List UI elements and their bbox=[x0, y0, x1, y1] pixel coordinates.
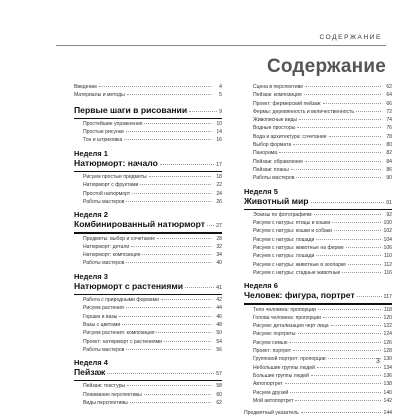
section-title: Натюрморт: начало bbox=[74, 157, 158, 168]
toc-entry bbox=[244, 340, 392, 348]
toc-entry-label: Вода и архитектура: сочетание bbox=[253, 133, 327, 140]
dot-leader bbox=[122, 324, 211, 325]
toc-entry-page: 50 bbox=[216, 330, 222, 337]
toc-entry-page: 142 bbox=[383, 397, 392, 404]
toc-section bbox=[74, 105, 222, 146]
toc-entry-page: 18 bbox=[216, 174, 222, 181]
dot-leader bbox=[126, 349, 211, 350]
toc-entry-label: Тело человека: пропорции bbox=[253, 306, 316, 313]
toc-entry-label: Натюрморт: детали bbox=[83, 243, 130, 250]
toc-entry-page: 44 bbox=[216, 305, 222, 312]
dot-leader bbox=[142, 254, 211, 255]
dot-leader bbox=[161, 299, 211, 300]
toc-entry-page: 92 bbox=[386, 211, 392, 218]
section-heading bbox=[74, 367, 222, 379]
toc-entry-page: 64 bbox=[386, 92, 392, 99]
section-title: Комбинированный натюрморт bbox=[74, 219, 206, 230]
dot-leader bbox=[207, 225, 214, 226]
dot-leader bbox=[311, 202, 385, 203]
toc-entry-page: 54 bbox=[216, 338, 222, 345]
toc-entry-label: Рисуем: детализация черт лица bbox=[253, 323, 329, 330]
toc-entry-label: Панорама bbox=[253, 150, 278, 157]
dot-leader bbox=[164, 341, 211, 342]
section-title: Животный мир bbox=[244, 195, 309, 206]
toc-entry-label: Небольшие группы людей bbox=[253, 364, 316, 371]
page-title: Содержание bbox=[266, 56, 386, 77]
dot-leader bbox=[348, 264, 381, 265]
toc-entry bbox=[244, 175, 392, 183]
dot-leader bbox=[107, 373, 214, 374]
toc-entry bbox=[244, 356, 392, 364]
toc-entry-label: Голова человека: пропорции bbox=[253, 314, 322, 321]
dot-leader bbox=[299, 119, 381, 120]
toc-entry-page: 84 bbox=[386, 158, 392, 165]
toc-entry-page: 66 bbox=[386, 100, 392, 107]
toc-entry bbox=[74, 121, 222, 129]
toc-entry bbox=[74, 339, 222, 347]
toc-entry-page: 78 bbox=[386, 133, 392, 140]
dot-leader bbox=[342, 272, 381, 273]
toc-entry-page: 116 bbox=[383, 269, 392, 276]
toc-entry-label: Рисуем: портреты bbox=[253, 331, 296, 338]
section-heading bbox=[74, 105, 222, 117]
dot-leader bbox=[131, 246, 211, 247]
toc-entry-page: 82 bbox=[386, 150, 392, 157]
toc-entry-page: 14 bbox=[216, 129, 222, 136]
toc-entry-label: Рисуем простые предметы bbox=[83, 174, 147, 181]
dot-leader bbox=[99, 86, 211, 87]
toc-entry-page: 124 bbox=[383, 331, 392, 338]
toc-entry-label: Предметы: выбор и сочетание bbox=[83, 235, 156, 242]
toc-entry-label: Рисуем с натуры: стадные животные bbox=[253, 269, 341, 276]
week-label: Неделя 4 bbox=[74, 358, 108, 368]
toc-entry-label: Проект: портрет bbox=[253, 348, 292, 355]
toc-entry-page: 140 bbox=[383, 389, 392, 396]
toc-entry-label: Рисуем с натуры: птицы и кошки bbox=[253, 220, 331, 227]
toc-entry-page: 122 bbox=[383, 323, 392, 330]
dot-leader bbox=[285, 383, 381, 384]
section-rule bbox=[74, 380, 222, 381]
toc-entry-label: Живописные виды bbox=[253, 117, 298, 124]
toc-entry-page: 48 bbox=[216, 321, 222, 328]
dot-leader bbox=[189, 111, 217, 112]
toc-entry-page: 104 bbox=[383, 236, 392, 243]
toc-entry bbox=[244, 270, 392, 278]
week-label: Неделя 3 bbox=[74, 271, 108, 281]
toc-entry-label: Тон и штриховка bbox=[83, 137, 123, 144]
dot-leader bbox=[298, 333, 381, 334]
toc-entry-page: 76 bbox=[386, 125, 392, 132]
toc-entry-label: Проект: фермерский пейзаж bbox=[253, 100, 321, 107]
toc-entry bbox=[244, 331, 392, 339]
dot-leader bbox=[301, 412, 381, 413]
toc-entry bbox=[244, 315, 392, 323]
dot-leader bbox=[311, 375, 381, 376]
section-page: 41 bbox=[216, 284, 222, 291]
toc-entry-page: 22 bbox=[216, 182, 222, 189]
dot-leader bbox=[126, 262, 211, 263]
toc-entry-label: Натюрморт с фруктами bbox=[83, 182, 139, 189]
dot-leader bbox=[156, 332, 211, 333]
toc-section bbox=[74, 150, 222, 207]
toc-entry bbox=[244, 92, 392, 100]
dot-leader bbox=[314, 214, 381, 215]
toc-entry bbox=[74, 383, 222, 391]
toc-entry-page: 134 bbox=[383, 364, 392, 371]
toc-entry-page: 40 bbox=[216, 260, 222, 267]
toc-entry bbox=[74, 174, 222, 182]
toc-entry bbox=[74, 260, 222, 268]
toc-entry-page: 118 bbox=[383, 306, 392, 313]
toc-entry bbox=[74, 305, 222, 313]
dot-leader bbox=[140, 184, 211, 185]
dot-leader bbox=[329, 136, 381, 137]
section-page: 17 bbox=[216, 161, 222, 168]
toc-entry-page: 32 bbox=[216, 243, 222, 250]
dot-leader bbox=[316, 239, 381, 240]
dot-leader bbox=[356, 111, 381, 112]
toc-entry bbox=[244, 159, 392, 167]
toc-entry-label: Пейзаж: планы bbox=[253, 166, 289, 173]
dot-leader bbox=[119, 316, 211, 317]
toc-entry-label: Предметный указатель bbox=[244, 410, 299, 417]
dot-leader bbox=[126, 307, 211, 308]
toc-entry bbox=[74, 252, 222, 260]
toc-entry bbox=[74, 314, 222, 322]
dot-leader bbox=[160, 164, 214, 165]
toc-section bbox=[244, 282, 392, 406]
toc-entry-page: 24 bbox=[216, 190, 222, 197]
toc-entry bbox=[74, 182, 222, 190]
toc-entry-label: Пейзаж: текстуры bbox=[83, 383, 126, 390]
toc-entry-label: Виды перспективы bbox=[83, 400, 128, 407]
dot-leader bbox=[126, 131, 211, 132]
toc-entry bbox=[244, 167, 392, 175]
toc-entry-page: 80 bbox=[386, 142, 392, 149]
toc-entry-page: 16 bbox=[216, 137, 222, 144]
dot-leader bbox=[296, 177, 381, 178]
toc-entry bbox=[74, 92, 222, 100]
toc-entry-page: 120 bbox=[383, 314, 392, 321]
dot-leader bbox=[293, 144, 381, 145]
toc-entry-page: 136 bbox=[383, 372, 392, 379]
toc-entry-page: 34 bbox=[216, 252, 222, 259]
toc-entry bbox=[74, 137, 222, 145]
toc-entry bbox=[244, 125, 392, 133]
toc-entry bbox=[244, 109, 392, 117]
toc-entry-label: Проект: натюрморт с растениями bbox=[83, 338, 162, 345]
book-page bbox=[56, 12, 412, 417]
dot-leader bbox=[144, 394, 211, 395]
toc-entry bbox=[74, 244, 222, 252]
toc-entry-page: 126 bbox=[383, 339, 392, 346]
toc-entry bbox=[244, 253, 392, 261]
toc-entry bbox=[244, 398, 392, 406]
toc-entry-label: Работа с природными формами bbox=[83, 297, 159, 304]
toc-entry-label: Работы мастеров bbox=[83, 260, 125, 267]
dot-leader bbox=[290, 392, 381, 393]
toc-entry-page: 138 bbox=[383, 381, 392, 388]
toc-entry-page: 100 bbox=[383, 220, 392, 227]
dot-leader bbox=[291, 169, 381, 170]
toc-entry-page: 102 bbox=[383, 228, 392, 235]
toc-entry bbox=[244, 365, 392, 373]
toc-entry-label: Водные просторы bbox=[253, 125, 296, 132]
dot-leader bbox=[127, 94, 211, 95]
dot-leader bbox=[289, 342, 381, 343]
toc-entry-page: 86 bbox=[386, 166, 392, 173]
dot-leader bbox=[144, 123, 211, 124]
dot-leader bbox=[328, 358, 381, 359]
section-page: 27 bbox=[216, 223, 222, 230]
section-rule bbox=[74, 294, 222, 295]
toc-entry-page: 56 bbox=[216, 346, 222, 353]
dot-leader bbox=[157, 238, 211, 239]
toc-entry-label: Работы мастеров bbox=[83, 198, 125, 205]
toc-entry bbox=[74, 347, 222, 355]
toc-entry-page: 144 bbox=[383, 410, 392, 417]
toc-entry bbox=[74, 400, 222, 408]
toc-entry bbox=[74, 392, 222, 400]
toc-entry-label: Мой автопортрет bbox=[253, 397, 294, 404]
toc-entry-label: Пейзаж: композиция bbox=[253, 92, 302, 99]
dot-leader bbox=[357, 296, 382, 297]
dot-leader bbox=[318, 309, 381, 310]
toc-entry-page: 128 bbox=[383, 348, 392, 355]
section-heading bbox=[74, 219, 222, 231]
dot-leader bbox=[130, 402, 211, 403]
toc-entry-label: Групповой портрет: пропорции bbox=[253, 356, 326, 363]
dot-leader bbox=[316, 255, 381, 256]
dot-leader bbox=[124, 139, 211, 140]
toc-section bbox=[74, 359, 222, 408]
section-title: Человек: фигура, портрет bbox=[244, 290, 355, 301]
section-title: Натюрморт с растениями bbox=[74, 280, 183, 291]
toc-section bbox=[244, 188, 392, 279]
toc-entry bbox=[244, 228, 392, 236]
toc-entry-label: Рисуем с натуры: лошади bbox=[253, 253, 315, 260]
toc-entry bbox=[74, 330, 222, 338]
toc-entry bbox=[244, 142, 392, 150]
toc-entry bbox=[244, 150, 392, 158]
section-rule bbox=[74, 171, 222, 172]
toc-entry-page: 62 bbox=[216, 400, 222, 407]
toc-section bbox=[74, 211, 222, 268]
toc-entry-label: Автопортрет bbox=[253, 381, 283, 388]
running-head: СОДЕРЖАНИЕ bbox=[319, 34, 382, 41]
section-page: 57 bbox=[216, 371, 222, 378]
toc-entry-page: 26 bbox=[216, 198, 222, 205]
toc-entry-label: Эскизы по фотографиям bbox=[253, 211, 312, 218]
toc-entry bbox=[244, 245, 392, 253]
toc-entry-label: Работы мастеров bbox=[83, 346, 125, 353]
toc-entry bbox=[244, 373, 392, 381]
dot-leader bbox=[332, 222, 381, 223]
toc-entry-page: 62 bbox=[386, 84, 392, 90]
toc-entry-label: Рисуем семью bbox=[253, 339, 288, 346]
toc-entry bbox=[244, 117, 392, 125]
toc-entry-label: Рисуем с натуры: кошки и собаки bbox=[253, 228, 332, 235]
dot-leader bbox=[132, 193, 211, 194]
toc-right-column bbox=[244, 84, 392, 418]
toc-entry-label: Вазы с цветами bbox=[83, 321, 121, 328]
dot-leader bbox=[304, 94, 381, 95]
toc-entry-page: 4 bbox=[219, 84, 222, 90]
toc-entry-label: Горшки и вазы bbox=[83, 313, 118, 320]
toc-entry-page: 28 bbox=[216, 235, 222, 242]
toc-entry-label: Понимание перспективы bbox=[83, 391, 142, 398]
dot-leader bbox=[334, 230, 381, 231]
toc-entry-page: 10 bbox=[216, 120, 222, 127]
toc-entry-page: 130 bbox=[383, 356, 392, 363]
toc-entry bbox=[244, 390, 392, 398]
toc-entry-page: 90 bbox=[386, 175, 392, 182]
section-rule bbox=[244, 303, 392, 304]
toc-entry bbox=[74, 191, 222, 199]
toc-section bbox=[74, 273, 222, 355]
section-heading bbox=[244, 290, 392, 302]
section-heading bbox=[244, 196, 392, 208]
toc-entry-label: Простой натюрморт bbox=[83, 190, 131, 197]
toc-entry-label: Рисуем растения bbox=[83, 305, 124, 312]
toc-entry-label: Рисуем с натуры: животные на ферме bbox=[253, 245, 344, 252]
toc-entry bbox=[74, 199, 222, 207]
toc-entry-page: 46 bbox=[216, 313, 222, 320]
toc-entry-page: 42 bbox=[216, 297, 222, 304]
toc-entry-label: Рисуем с натуры: животные в зоопарке bbox=[253, 261, 347, 268]
dot-leader bbox=[331, 325, 381, 326]
toc-entry-label: Выбор формата bbox=[253, 142, 292, 149]
dot-leader bbox=[127, 385, 211, 386]
dot-leader bbox=[126, 201, 211, 202]
toc-entry-page: 112 bbox=[383, 261, 392, 268]
toc-left-column bbox=[74, 84, 222, 408]
toc-entry bbox=[244, 212, 392, 220]
toc-entry bbox=[244, 410, 392, 418]
toc-entry-label: Рисуем с натуры: лошади bbox=[253, 236, 315, 243]
toc-entry-label: Материалы и методы bbox=[74, 92, 125, 99]
week-label: Неделя 5 bbox=[244, 186, 278, 196]
toc-entry-page: 5 bbox=[219, 92, 222, 99]
section-rule bbox=[74, 118, 222, 119]
toc-entry-page: 58 bbox=[216, 383, 222, 390]
section-rule bbox=[244, 209, 392, 210]
section-heading bbox=[74, 281, 222, 293]
toc-entry bbox=[244, 323, 392, 331]
toc-entry bbox=[244, 307, 392, 315]
dot-leader bbox=[279, 152, 381, 153]
toc-entry bbox=[244, 134, 392, 142]
toc-entry bbox=[244, 381, 392, 389]
dot-leader bbox=[346, 247, 381, 248]
dot-leader bbox=[295, 400, 381, 401]
toc-entry-label: Рисуем растения: композиция bbox=[83, 330, 155, 337]
toc-entry bbox=[74, 84, 222, 92]
toc-entry-label: Простейшие упражнения bbox=[83, 120, 143, 127]
toc-entry bbox=[244, 237, 392, 245]
section-page: 117 bbox=[383, 294, 392, 301]
toc-entry bbox=[74, 297, 222, 305]
dot-leader bbox=[297, 127, 381, 128]
toc-entry-page: 110 bbox=[383, 253, 392, 260]
toc-entry-label: Фермы: деревянность и величественность bbox=[253, 108, 355, 115]
toc-entry bbox=[74, 322, 222, 330]
dot-leader bbox=[323, 103, 381, 104]
dot-leader bbox=[293, 350, 381, 351]
section-title: Первые шаги в рисовании bbox=[74, 104, 188, 115]
section-page: 91 bbox=[386, 199, 392, 206]
section-heading bbox=[74, 158, 222, 170]
dot-leader bbox=[323, 317, 381, 318]
toc-entry bbox=[74, 236, 222, 244]
toc-entry-page: 74 bbox=[386, 117, 392, 124]
week-label: Неделя 6 bbox=[244, 281, 278, 291]
toc-entry-page: 106 bbox=[383, 245, 392, 252]
week-label: Неделя 2 bbox=[74, 210, 108, 220]
toc-entry-page: 60 bbox=[216, 391, 222, 398]
dot-leader bbox=[305, 86, 381, 87]
dot-leader bbox=[149, 176, 211, 177]
page-number: 3 bbox=[376, 358, 380, 365]
toc-entry-label: Пейзаж: обрамление bbox=[253, 158, 303, 165]
section-page: 9 bbox=[219, 108, 222, 115]
header-rule bbox=[56, 45, 386, 46]
week-label: Неделя 1 bbox=[74, 148, 108, 158]
dot-leader bbox=[185, 287, 214, 288]
toc-entry bbox=[244, 101, 392, 109]
dot-leader bbox=[317, 367, 381, 368]
section-title: Пейзаж bbox=[74, 367, 106, 378]
toc-entry-label: Введение bbox=[74, 84, 98, 90]
toc-entry bbox=[244, 220, 392, 228]
toc-entry-label: Простые рисунки bbox=[83, 129, 124, 136]
toc-entry bbox=[74, 129, 222, 137]
toc-entry-label: Большие группы людей bbox=[253, 372, 309, 379]
dot-leader bbox=[305, 161, 381, 162]
toc-entry-page: 72 bbox=[386, 108, 392, 115]
toc-entry-label: Сцена в перспективе bbox=[253, 84, 304, 90]
section-rule bbox=[74, 232, 222, 233]
toc-entry bbox=[244, 262, 392, 270]
toc-entry-label: Натюрморт: композиция bbox=[83, 252, 141, 259]
toc-entry-label: Рисуем друзей bbox=[253, 389, 289, 396]
toc-entry-label: Работы мастеров bbox=[253, 175, 295, 182]
